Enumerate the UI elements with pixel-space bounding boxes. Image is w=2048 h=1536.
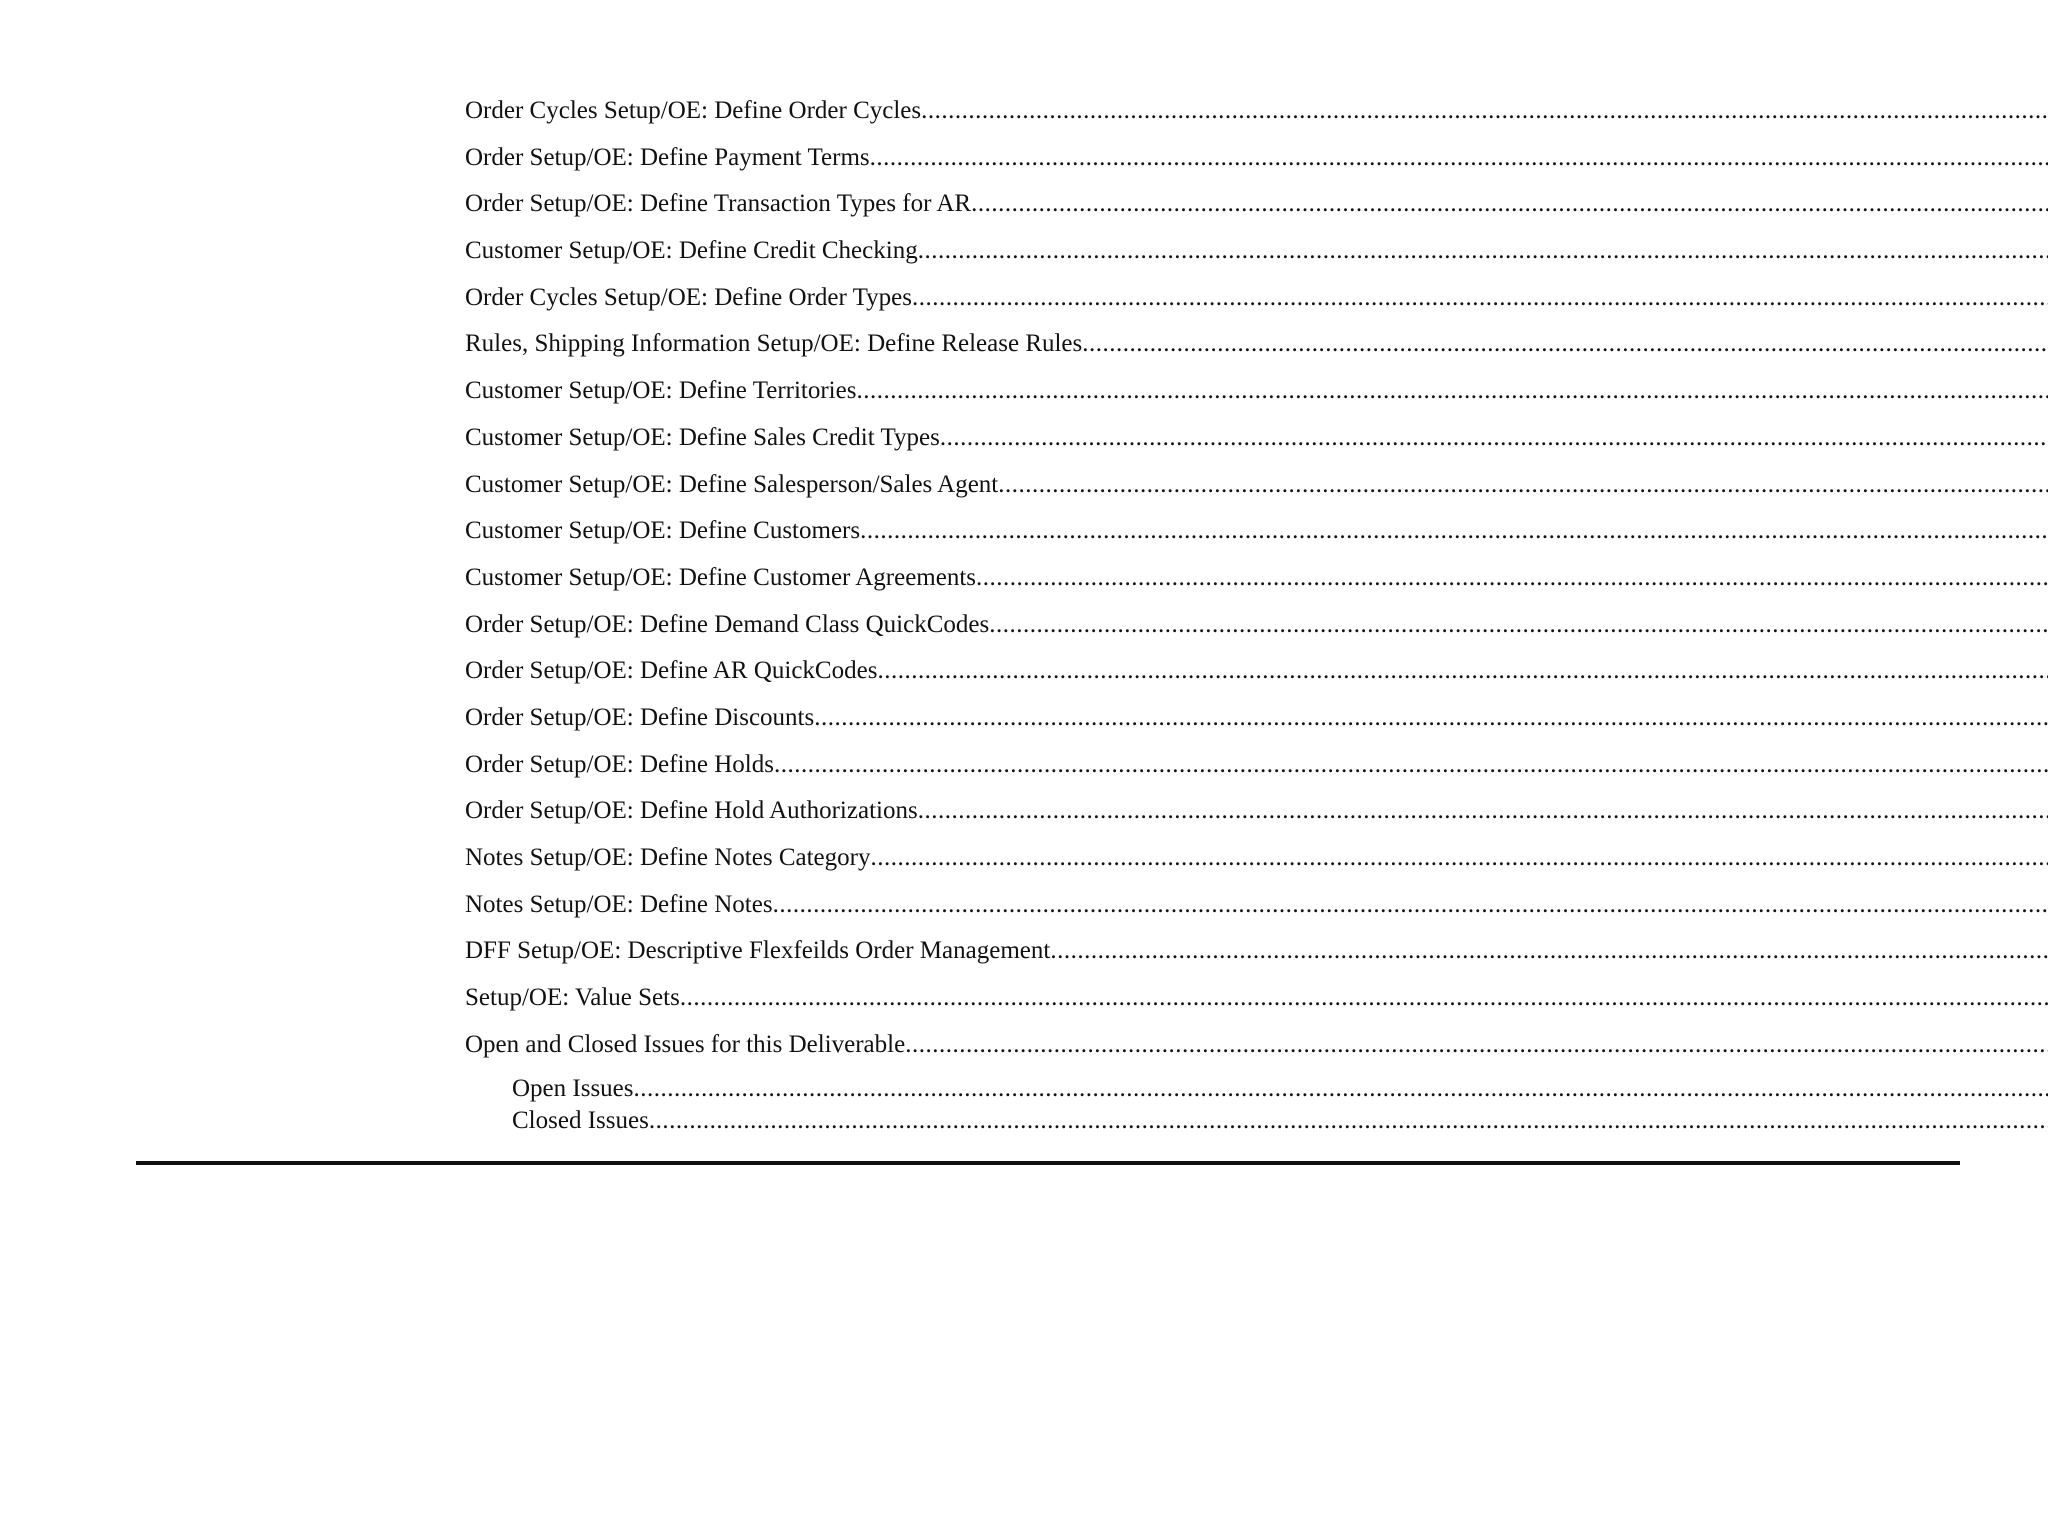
- toc-entry-order-types[interactable]: Order Cycles Setup/OE: Define Order Types .....: [465, 275, 2048, 322]
- toc-sub-entries: [512, 1073, 2048, 1137]
- toc-entry-payment-terms[interactable]: Order Setup/OE: Define Payment Terms .....: [465, 135, 2048, 182]
- toc-entry-value-sets[interactable]: Setup/OE: Value Sets .....: [465, 975, 2048, 1022]
- toc-entry-transaction-types[interactable]: Order Setup/OE: Define Transaction Types for AR .....: [465, 181, 2048, 228]
- toc-entry-credit-checking[interactable]: Customer Setup/OE: Define Credit Checking .....: [465, 228, 2048, 275]
- toc-entry-holds[interactable]: Order Setup/OE: Define Holds .....: [465, 742, 2048, 789]
- toc-entry-notes[interactable]: Notes Setup/OE: Define Notes .....: [465, 882, 2048, 929]
- toc-entry-notes-category[interactable]: Notes Setup/OE: Define Notes Category .....: [465, 835, 2048, 882]
- toc-entry-ar-quickcodes[interactable]: Order Setup/OE: Define AR QuickCodes .....: [465, 648, 2048, 695]
- toc-entry-hold-authorizations[interactable]: Order Setup/OE: Define Hold Authorizations .....: [465, 788, 2048, 835]
- toc-entry-release-rules[interactable]: Rules, Shipping Information Setup/OE: Define Release Rules .....: [465, 321, 2048, 368]
- toc-entry-demand-class-quickcodes[interactable]: Order Setup/OE: Define Demand Class QuickCodes .....: [465, 602, 2048, 649]
- toc-entry-open-closed-issues[interactable]: Open and Closed Issues for this Deliverable .....: [465, 1022, 2048, 1069]
- table-of-contents: [465, 88, 2048, 1068]
- toc-entry-customer-agreements[interactable]: Customer Setup/OE: Define Customer Agreements .....: [465, 555, 2048, 602]
- toc-entry-descriptive-flexfields[interactable]: DFF Setup/OE: Descriptive Flexfeilds Order Management .....: [465, 928, 2048, 975]
- toc-subentry-closed-issues[interactable]: Closed Issues .....: [512, 1105, 2048, 1137]
- toc-entry-sales-credit-types[interactable]: Customer Setup/OE: Define Sales Credit Types .....: [465, 415, 2048, 462]
- toc-entry-discounts[interactable]: Order Setup/OE: Define Discounts .....: [465, 695, 2048, 742]
- page-divider: [136, 1161, 1960, 1165]
- toc-entry-order-cycles[interactable]: Order Cycles Setup/OE: Define Order Cycles .....: [465, 88, 2048, 135]
- toc-entry-salesperson[interactable]: Customer Setup/OE: Define Salesperson/Sales Agent .....: [465, 462, 2048, 509]
- toc-entry-customers[interactable]: Customer Setup/OE: Define Customers .....: [465, 508, 2048, 555]
- toc-subentry-open-issues[interactable]: Open Issues .....: [512, 1073, 2048, 1105]
- toc-entry-territories[interactable]: Customer Setup/OE: Define Territories .....: [465, 368, 2048, 415]
